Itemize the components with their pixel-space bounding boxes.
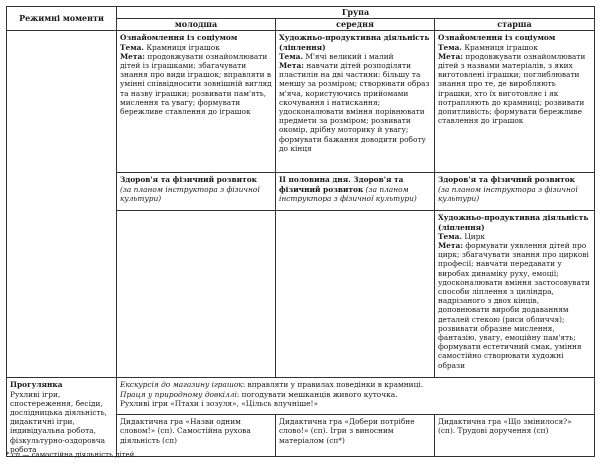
health-senior-title: Здоров'я та фізичний розвиток — [438, 175, 575, 185]
excursion-text: : вправляти у правилах поведінки в крамниці. — [242, 380, 424, 390]
health-junior-title: Здоров'я та фізичний розвиток — [120, 175, 257, 185]
games-text: Рухливі ігри «Птахи і зозуля», «Цільсь влучніше!» — [120, 398, 318, 408]
theme-text: Цирк — [461, 231, 486, 241]
goal-text: продовжувати ознайомлювати дітей із іграшками; збагачувати знання про види іграшок; вправляти в умінні співвідносити зовнішній вигляд та назву іграшки; розвивати пам'ять, мислення та увагу; формувати бережливе ставлення до іграшок — [120, 51, 272, 117]
schedule-table — [6, 6, 595, 457]
goal-label: Мета: — [438, 241, 463, 251]
walk-label-title: Прогулянка — [10, 380, 63, 390]
goal-label: Мета: — [438, 51, 463, 61]
header-group-senior: старша — [435, 19, 595, 31]
health-junior — [117, 173, 276, 211]
theme-label: Тема. — [120, 42, 144, 52]
activity-senior — [435, 31, 595, 173]
health-senior — [435, 173, 595, 211]
goal-text: продовжувати ознайомлювати дітей з назвами матеріалів, з яких виготовлені іграшки; поглиблювати знання про те, де виробляють іграшки, хто їх виготовляє і як потрапляють до крамниці; розвивати допитливість; формувати бережливе ставлення до іграшок — [438, 51, 586, 126]
goal-text: навчати дітей розподіляти пластилін на дві частини: більшу та меншу за розміром; створювати образ м'яча, користуючись прийомами скочування і натискання; удосконалювати вміння порівнювати предмети за розміром; розвивати окомір, дрібну моторику й увагу; формувати бажання доводити роботу до кінця — [279, 61, 430, 153]
walk-label-text: Рухливі ігри, спостереження, бесіди, дослідницька діяльність, дидактичні ігри, індивідуальна робота, фізкультурно-оздоровча робота — [10, 389, 107, 454]
activity-senior-title: Ознайомлення із соціумом — [438, 33, 556, 43]
theme-label: Тема. — [438, 42, 462, 52]
work-text: : погодувати мешканців живого куточка. — [236, 389, 398, 399]
theme-text: Крамниця іграшок — [461, 42, 538, 52]
header-group: Група — [117, 7, 595, 19]
theme-text: М'ячі великий і малий — [302, 51, 394, 61]
health-middle-lead: ІІ половина дня. — [279, 175, 351, 185]
activity-junior-title: Ознайомлення із соціумом — [120, 33, 238, 43]
moments-cell-day — [7, 31, 117, 378]
goal-label: Мета: — [279, 61, 304, 71]
activity-middle-title: Художньо-продуктивна діяльність (ліплення) — [279, 33, 430, 52]
health-middle-title: Здоров'я та фізичний розвиток — [279, 175, 404, 194]
extra-middle-empty — [276, 211, 435, 378]
excursion-label: Екскурсія до магазину іграшок — [120, 380, 243, 390]
extra-senior-title: Художньо-продуктивна діяльність (ліплення) — [438, 213, 589, 232]
theme-text: Крамниця іграшок — [143, 42, 220, 52]
health-junior-note: (за планом інструктора з фізичної культури) — [120, 184, 260, 203]
walk-junior: Дидактична гра «Назви одним словом!» (сп). Самостійна рухова діяльність (сп) — [117, 415, 276, 457]
footnote — [6, 451, 137, 459]
walk-common — [117, 378, 595, 415]
theme-label: Тема. — [279, 51, 303, 61]
header-group-middle: середня — [276, 19, 435, 31]
footnote-text: — самостійна діяльність дітей. — [20, 451, 137, 459]
work-label: Праця у природному довкіллі — [120, 389, 237, 399]
activity-middle — [276, 31, 435, 173]
footnote-mark: * сп — [6, 451, 21, 459]
health-senior-note: (за планом інструктора з фізичної культури) — [438, 184, 578, 203]
header-moments: Режимні моменти — [7, 7, 117, 31]
walk-label — [7, 378, 117, 457]
goal-label: Мета: — [120, 51, 145, 61]
extra-junior-empty — [117, 211, 276, 378]
extra-senior — [435, 211, 595, 378]
health-middle-note: (за планом інструктора з фізичної культури) — [279, 184, 417, 203]
goal-text: формувати уявлення дітей про цирк; збагачувати знання про циркові професії; навчати передавати у виробах динаміку руху, емоції; удосконалювати вміння застосовувати способи ліплення з циліндра, надрізаного з двох кінців, доповнювати вироби додаванням деталей стекою (риси обличчя); розвивати образне мислення, фантазію, увагу, емоційну пам'ять; формувати естетичний смак, уміння самостійно створювати художні образи — [438, 241, 590, 370]
walk-senior: Дидактична гра «Що змінилося?» (сп). Трудові доручення (сп) — [435, 415, 595, 457]
activity-junior — [117, 31, 276, 173]
header-group-junior: молодша — [117, 19, 276, 31]
health-middle — [276, 173, 435, 211]
theme-label: Тема. — [438, 231, 462, 241]
walk-middle: Дидактична гра «Добери потрібне слово!» (сп). Ігри з виносним матеріалом (сп*) — [276, 415, 435, 457]
